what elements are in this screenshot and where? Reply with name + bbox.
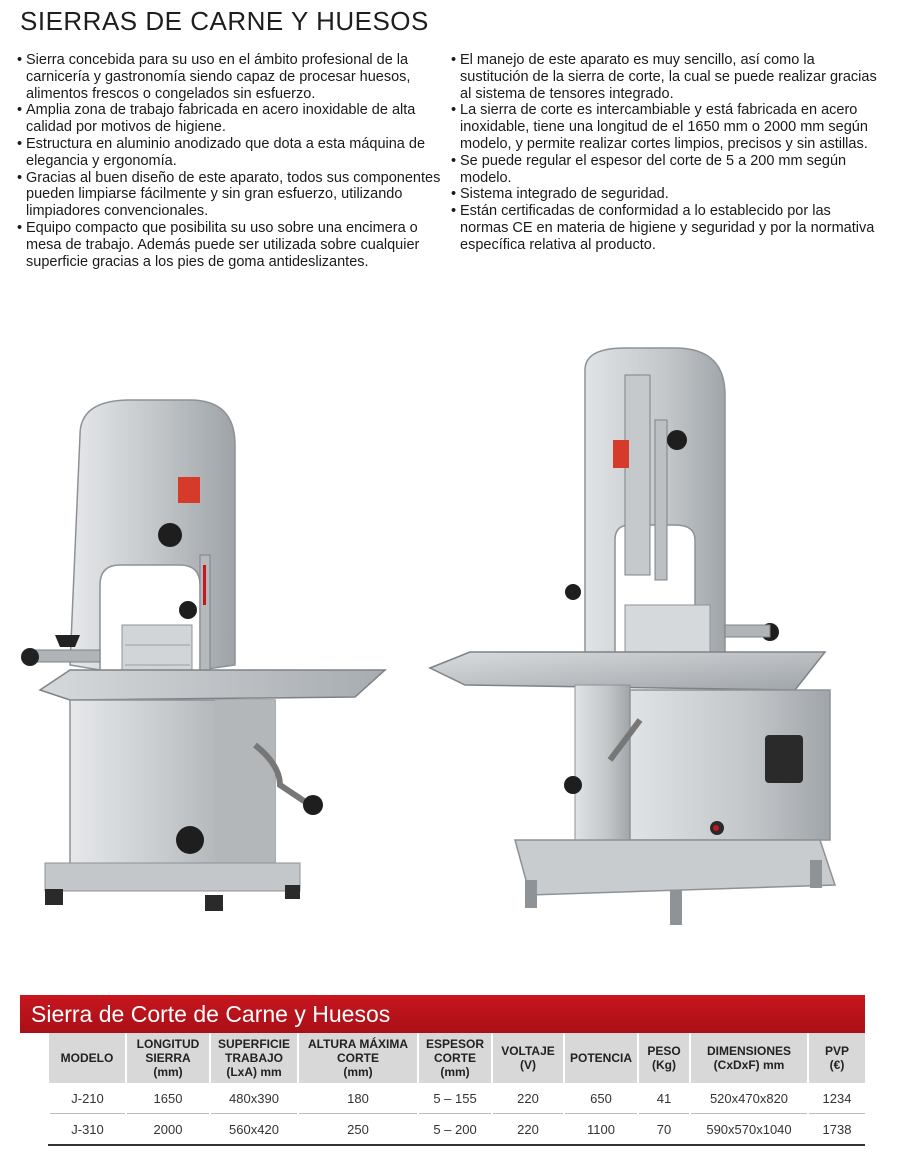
col-header-line: DIMENSIONES xyxy=(706,1044,791,1058)
feature-item: • Gracias al buen diseño de este aparato, todos sus componentes pueden limpiarse fácilmente y sin gran esfuerzo, utilizando limpiadores convencionales. xyxy=(18,170,443,220)
col-header-line: (LxA) mm xyxy=(226,1065,282,1079)
col-header-line: (mm) xyxy=(343,1065,373,1079)
cell-modelo: J-310 xyxy=(49,1114,126,1146)
tension-knob-icon xyxy=(667,430,687,450)
col-header-line: PESO xyxy=(647,1044,681,1058)
feature-item: • Amplia zona de trabajo fabricada en acero inoxidable de alta calidad por motivos de higiene. xyxy=(18,102,443,136)
cell-modelo: J-210 xyxy=(49,1083,126,1114)
col-header-line: POTENCIA xyxy=(569,1051,632,1065)
col-header-longitud xyxy=(126,1033,210,1083)
side-knob-icon xyxy=(565,584,581,600)
col-header-line: (Kg) xyxy=(652,1058,676,1072)
cell-longitud: 2000 xyxy=(126,1114,210,1146)
col-header-line: VOLTAJE xyxy=(501,1044,555,1058)
col-header-superficie xyxy=(210,1033,298,1083)
features-right-list xyxy=(452,52,882,254)
col-header-line: (€) xyxy=(829,1058,845,1072)
col-header-line: ALTURA MÁXIMA xyxy=(308,1037,408,1051)
table-spacer xyxy=(20,1033,48,1140)
col-header-peso xyxy=(638,1033,690,1083)
product-photo-j210 xyxy=(10,385,390,945)
col-header-line: CORTE xyxy=(337,1051,379,1065)
cell-peso: 70 xyxy=(638,1114,690,1146)
specs-table xyxy=(48,1033,865,1146)
col-header-altura xyxy=(298,1033,418,1083)
col-header-line: MODELO xyxy=(60,1051,114,1065)
col-header-voltaje xyxy=(492,1033,564,1083)
col-header-line: (mm) xyxy=(440,1065,470,1079)
feature-item: • Están certificadas de conformidad a lo establecido por las normas CE en materia de higiene y seguridad y por la normativa específica relativa al producto. xyxy=(452,203,882,253)
cell-espesor: 5 – 200 xyxy=(418,1114,492,1146)
col-header-line: LONGITUD xyxy=(136,1037,200,1051)
col-header-pvp xyxy=(808,1033,865,1083)
cell-potencia: 650 xyxy=(564,1083,638,1114)
cell-peso: 41 xyxy=(638,1083,690,1114)
col-header-line: ESPESOR xyxy=(425,1037,485,1051)
cell-espesor: 5 – 155 xyxy=(418,1083,492,1114)
page-title: SIERRAS DE CARNE Y HUESOS xyxy=(20,6,429,36)
product-photo-j310 xyxy=(425,340,850,940)
features-left-list xyxy=(18,52,443,270)
col-header-line: SIERRA xyxy=(145,1051,191,1065)
feature-item: • Sierra concebida para su uso en el ámbito profesional de la carnicería y gastronomía siendo capaz de procesar huesos, alimentos frescos o congelados sin esfuerzo. xyxy=(18,52,443,102)
table-row xyxy=(49,1083,865,1114)
cell-altura: 180 xyxy=(298,1083,418,1114)
feature-item: • Sistema integrado de seguridad. xyxy=(452,186,882,203)
col-header-potencia xyxy=(564,1033,638,1083)
cell-altura: 250 xyxy=(298,1114,418,1146)
cell-superficie: 480x390 xyxy=(210,1083,298,1114)
table-row xyxy=(49,1114,865,1146)
guide-knob-icon xyxy=(179,601,197,619)
crank-knob-icon xyxy=(303,795,323,815)
safety-label-icon xyxy=(613,440,629,468)
feature-item: • Equipo compacto que posibilita su uso sobre una encimera o mesa de trabajo. Además puede ser utilizada sobre cualquier superficie gracias a los pies de goma antideslizantes. xyxy=(18,220,443,270)
cell-dimensiones: 520x470x820 xyxy=(690,1083,808,1114)
col-header-line: TRABAJO xyxy=(224,1051,283,1065)
cell-pvp: 1234 xyxy=(808,1083,865,1114)
col-header-line: PVP xyxy=(824,1044,849,1058)
col-header-line: (mm) xyxy=(153,1065,183,1079)
cell-voltaje: 220 xyxy=(492,1083,564,1114)
col-header-line: CORTE xyxy=(434,1051,476,1065)
col-header-espesor xyxy=(418,1033,492,1083)
feature-item: • Estructura en aluminio anodizado que dota a esta máquina de elegancia y ergonomía. xyxy=(18,136,443,170)
cell-superficie: 560x420 xyxy=(210,1114,298,1146)
feature-item: • El manejo de este aparato es muy sencillo, así como la sustitución de la sierra de corte, la cual se puede realizar gracias al sistema de tensores integrado. xyxy=(452,52,882,102)
vent-icon xyxy=(765,735,803,783)
cell-pvp: 1738 xyxy=(808,1114,865,1146)
cell-potencia: 1100 xyxy=(564,1114,638,1146)
power-switch-icon xyxy=(713,825,719,831)
col-header-line: SUPERFICIE xyxy=(217,1037,290,1051)
safety-label-icon xyxy=(178,477,200,503)
feature-item: • La sierra de corte es intercambiable y está fabricada en acero inoxidable, tiene una longitud de el 1650 mm o 2000 mm según modelo, y permite realizar cortes limpios, precisos y sin astillas. xyxy=(452,102,882,152)
cell-dimensiones: 590x570x1040 xyxy=(690,1114,808,1146)
col-header-modelo xyxy=(49,1033,126,1083)
col-header-line: (V) xyxy=(520,1058,536,1072)
table-title: Sierra de Corte de Carne y Huesos xyxy=(31,1001,391,1027)
col-header-line: (CxDxF) mm xyxy=(713,1058,785,1072)
table-header-row xyxy=(49,1033,865,1083)
cell-voltaje: 220 xyxy=(492,1114,564,1146)
cell-longitud: 1650 xyxy=(126,1083,210,1114)
col-header-dimensiones xyxy=(690,1033,808,1083)
feature-item: • Se puede regular el espesor del corte de 5 a 200 mm según modelo. xyxy=(452,153,882,187)
table-title-bar xyxy=(20,995,865,1033)
tension-knob-icon xyxy=(158,523,182,547)
